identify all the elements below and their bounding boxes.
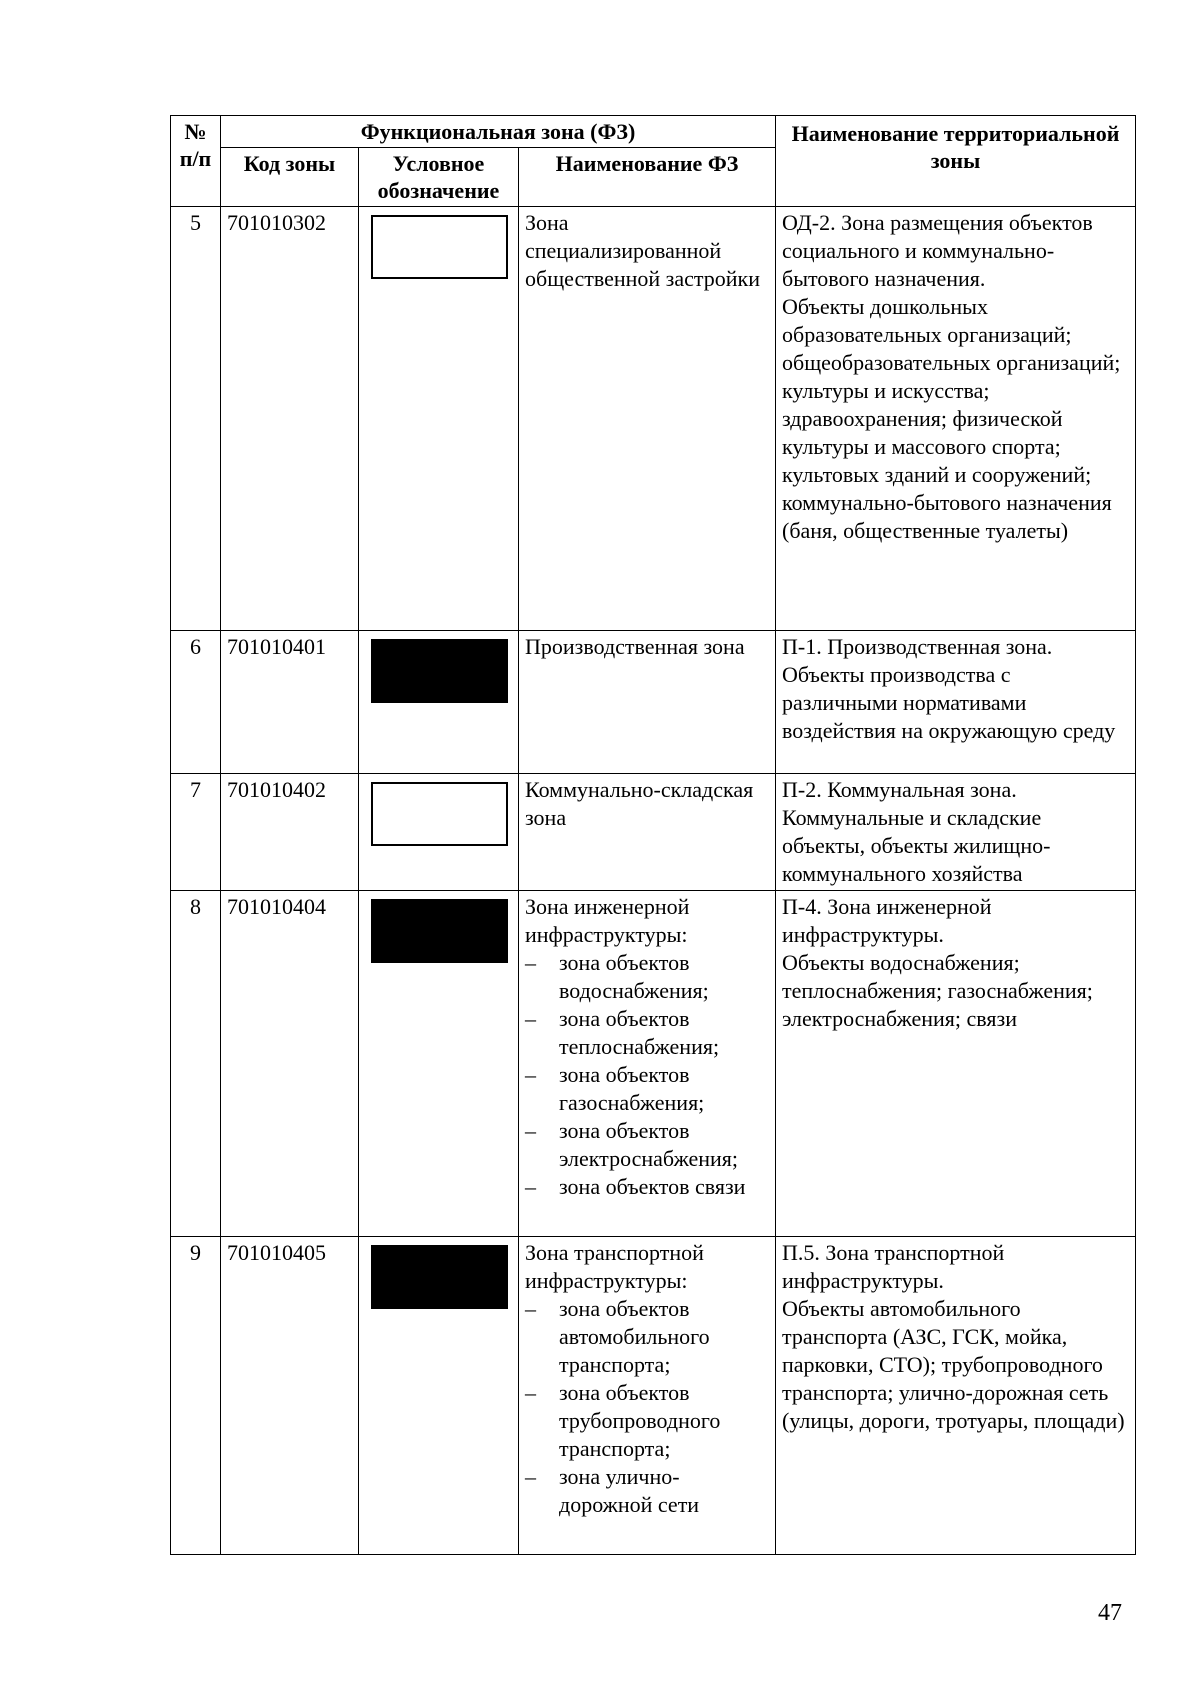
zone-code: 701010404 [221, 891, 359, 1237]
table-row [171, 1237, 1136, 1555]
row-number: 5 [171, 207, 221, 631]
header-fz-name: Наименование ФЗ [519, 148, 776, 207]
territorial-zone-title: П-2. Коммунальная зона. [782, 777, 1017, 802]
territorial-zone-objects: Объекты автомобильного транспорта (АЗС, ГСК, мойка, парковки, СТО); трубопроводного транспорта; улично-дорожная сеть (улицы, дороги, тротуары, площади) [782, 1296, 1125, 1433]
territorial-zone-objects: Объекты производства с различными нормативами воздействия на окружающую среду [782, 662, 1116, 743]
territorial-zone-title: П-4. Зона инженерной инфраструктуры. [782, 894, 992, 947]
table-row [171, 774, 1136, 891]
zone-symbol-cell [359, 774, 519, 891]
table-row [171, 631, 1136, 774]
territorial-zone-cell [776, 891, 1136, 1237]
zone-code: 701010405 [221, 1237, 359, 1555]
territorial-zone-cell [776, 1237, 1136, 1555]
zone-code: 701010302 [221, 207, 359, 631]
list-item: – зона объектов связи [525, 1173, 769, 1201]
row-number: 8 [171, 891, 221, 1237]
zone-symbol-black [371, 639, 508, 703]
row-number: 9 [171, 1237, 221, 1555]
zone-name-cell [519, 774, 776, 891]
header-fz: Функциональная зона (ФЗ) [221, 116, 776, 148]
zone-symbol-cell [359, 1237, 519, 1555]
zone-symbol-cell [359, 207, 519, 631]
header-symbol: Условное обозначение [359, 148, 519, 207]
zone-name: Зона инженерной инфраструктуры: [525, 894, 690, 947]
territorial-zone-cell [776, 631, 1136, 774]
zone-name-cell [519, 207, 776, 631]
zone-symbol-black [371, 1245, 508, 1309]
row-number: 7 [171, 774, 221, 891]
zone-symbol-white [371, 782, 508, 846]
header-num: № п/п [171, 116, 221, 207]
header-terr: Наименование территориальной зоны [776, 116, 1136, 207]
zone-name: Зона специализированной общественной застройки [525, 210, 761, 291]
list-item: – зона объектов водоснабжения; [525, 949, 769, 1005]
list-item: – зона объектов теплоснабжения; [525, 1005, 769, 1061]
territorial-zone-objects: Объекты водоснабжения; теплоснабжения; газоснабжения; электроснабжения; связи [782, 950, 1093, 1031]
zone-name: Производственная зона [525, 634, 745, 659]
territorial-zone-objects: Объекты дошкольных образовательных организаций; общеобразовательных организаций; культуры и искусства; здравоохранения; физической культуры и массового спорта; культовых зданий и сооружений; коммунально-бытового назначения (баня, общественные туалеты) [782, 294, 1121, 543]
list-item: – зона объектов электроснабжения; [525, 1117, 769, 1173]
list-item: – зона улично-дорожной сети [525, 1463, 769, 1519]
zone-name: Коммунально-складская зона [525, 777, 754, 830]
zone-name: Зона транспортной инфраструктуры: [525, 1240, 704, 1293]
header-row-1 [171, 116, 1136, 148]
page-number: 47 [1098, 1600, 1122, 1626]
list-item: – зона объектов автомобильного транспорта; [525, 1295, 769, 1379]
table-body [171, 207, 1136, 1555]
zone-code: 701010401 [221, 631, 359, 774]
header-code: Код зоны [221, 148, 359, 207]
territorial-zone-title: П-1. Производственная зона. [782, 634, 1053, 659]
territorial-zone-objects: Коммунальные и складские объекты, объекты жилищно-коммунального хозяйства [782, 805, 1051, 886]
zone-subitems [525, 1295, 769, 1519]
zone-code: 701010402 [221, 774, 359, 891]
zone-subitems [525, 949, 769, 1201]
zone-name-cell [519, 891, 776, 1237]
zone-name-cell [519, 631, 776, 774]
table-row [171, 891, 1136, 1237]
row-number: 6 [171, 631, 221, 774]
list-item: – зона объектов трубопроводного транспорта; [525, 1379, 769, 1463]
territorial-zone-title: ОД-2. Зона размещения объектов социального и коммунально-бытового назначения. [782, 210, 1093, 291]
territorial-zone-cell [776, 207, 1136, 631]
zone-symbol-cell [359, 891, 519, 1237]
list-item: – зона объектов газоснабжения; [525, 1061, 769, 1117]
zone-symbol-cell [359, 631, 519, 774]
territorial-zone-cell [776, 774, 1136, 891]
zones-table [170, 115, 1136, 1555]
territorial-zone-title: П.5. Зона транспортной инфраструктуры. [782, 1240, 1005, 1293]
zone-name-cell [519, 1237, 776, 1555]
table-row [171, 207, 1136, 631]
zone-symbol-black [371, 899, 508, 963]
zone-symbol-white [371, 215, 508, 279]
